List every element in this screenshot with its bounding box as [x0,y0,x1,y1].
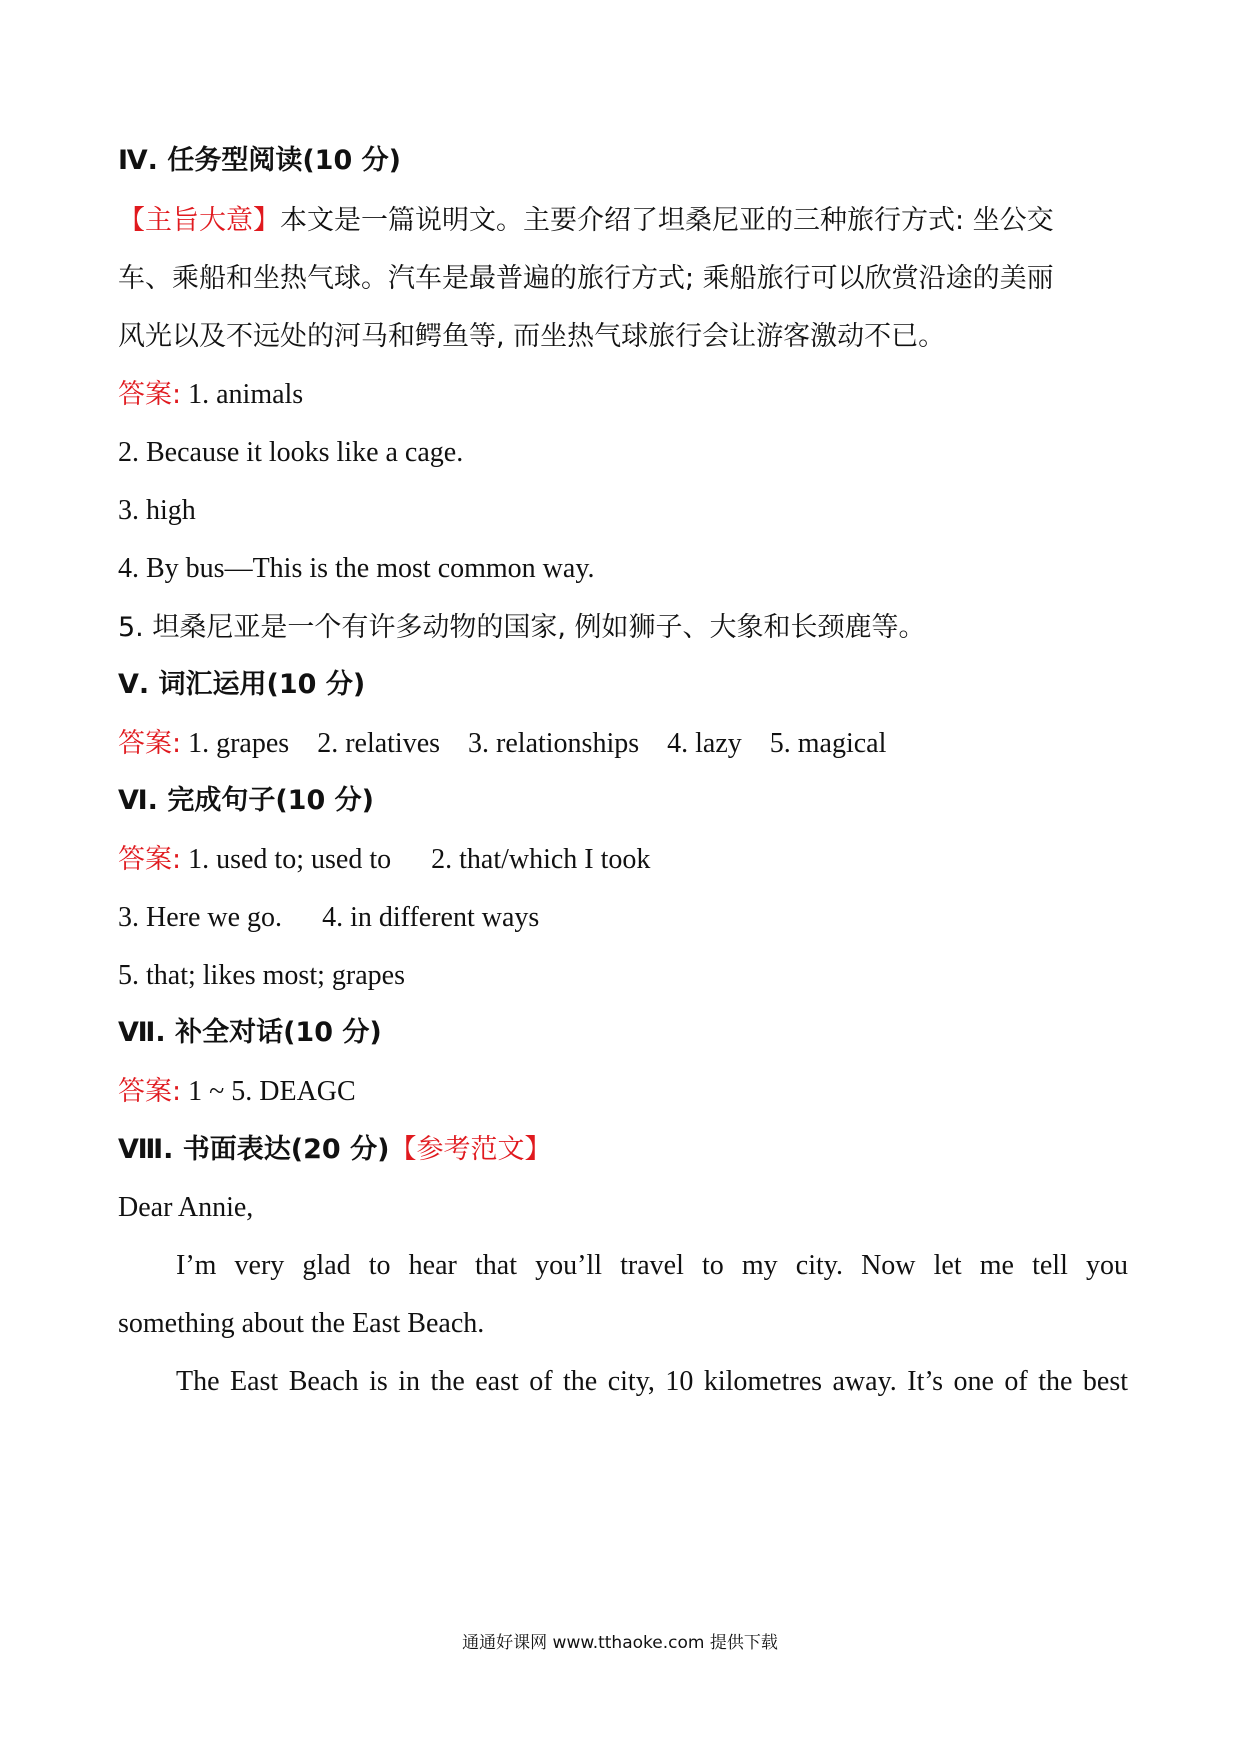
letter-paragraph-1-line-2: something about the East Beach. [118,1308,485,1339]
answer-label: 答案: [118,728,182,759]
section-4-heading: Ⅳ. 任务型阅读(10 分) [118,145,401,176]
answer-item: 4. in different ways [322,902,540,933]
answer-item: 1. used to; used to [188,844,392,875]
answer-item: 5. magical [769,728,887,759]
section-4-answer-2: 2. Because it looks like a cage. [118,437,464,468]
section-7-answer [118,1074,1128,1110]
page-footer: 通通好课网 www.tthaoke.com 提供下载 [462,1633,778,1653]
main-idea-label: 【主旨大意】 [118,205,280,236]
section-7-heading: Ⅶ. 补全对话(10 分) [118,1017,382,1048]
section-6-answers-row-3: 5. that; likes most; grapes [118,960,405,991]
section-5-heading: Ⅴ. 词汇运用(10 分) [118,669,366,700]
main-idea-line-3: 风光以及不远处的河马和鳄鱼等, 而坐热气球旅行会让游客激动不已。 [118,321,946,352]
answer-item: 2. relatives [317,728,441,759]
answer-text: 1. animals [188,379,304,410]
sample-essay-label: 【参考范文】 [389,1134,552,1165]
section-6-heading: Ⅵ. 完成句子(10 分) [118,785,374,816]
section-8-heading: Ⅷ. 书面表达(20 分) [118,1134,390,1165]
answer-item: 3. Here we go. [118,902,283,933]
section-6-answers-row-2 [118,900,1128,936]
letter-paragraph-2-line-1: The East Beach is in the east of the city, 10 kilometres away. It’s one of the best [176,1366,1128,1397]
answer-text: 1 ~ 5. DEAGC [188,1076,356,1107]
main-idea-line-1 [118,203,1128,239]
section-4-answer-5: 5. 坦桑尼亚是一个有许多动物的国家, 例如狮子、大象和长颈鹿等。 [118,612,926,643]
answer-item: 3. relationships [468,728,640,759]
main-idea-text-1: 本文是一篇说明文。主要介绍了坦桑尼亚的三种旅行方式: 坐公交 [280,205,1054,236]
section-4-answer-4: 4. By bus—This is the most common way. [118,553,595,584]
section-6-answers-row-1 [118,842,1128,878]
section-4-answer-1 [118,377,1128,413]
letter-paragraph-1-line-1: I’m very glad to hear that you’ll travel to my city. Now let me tell you [176,1250,1128,1281]
answer-label: 答案: [118,1076,182,1107]
letter-salutation: Dear Annie, [118,1192,254,1223]
answer-item: 4. lazy [667,728,742,759]
section-8-heading-line [118,1132,1128,1168]
section-4-answer-3: 3. high [118,495,196,526]
answer-item: 1. grapes [188,728,290,759]
section-5-answers [118,726,1128,762]
main-idea-line-2: 车、乘船和坐热气球。汽车是最普遍的旅行方式; 乘船旅行可以欣赏沿途的美丽 [118,263,1054,294]
answer-item: 2. that/which I took [431,844,651,875]
answer-label: 答案: [118,379,182,410]
answer-label: 答案: [118,844,182,875]
